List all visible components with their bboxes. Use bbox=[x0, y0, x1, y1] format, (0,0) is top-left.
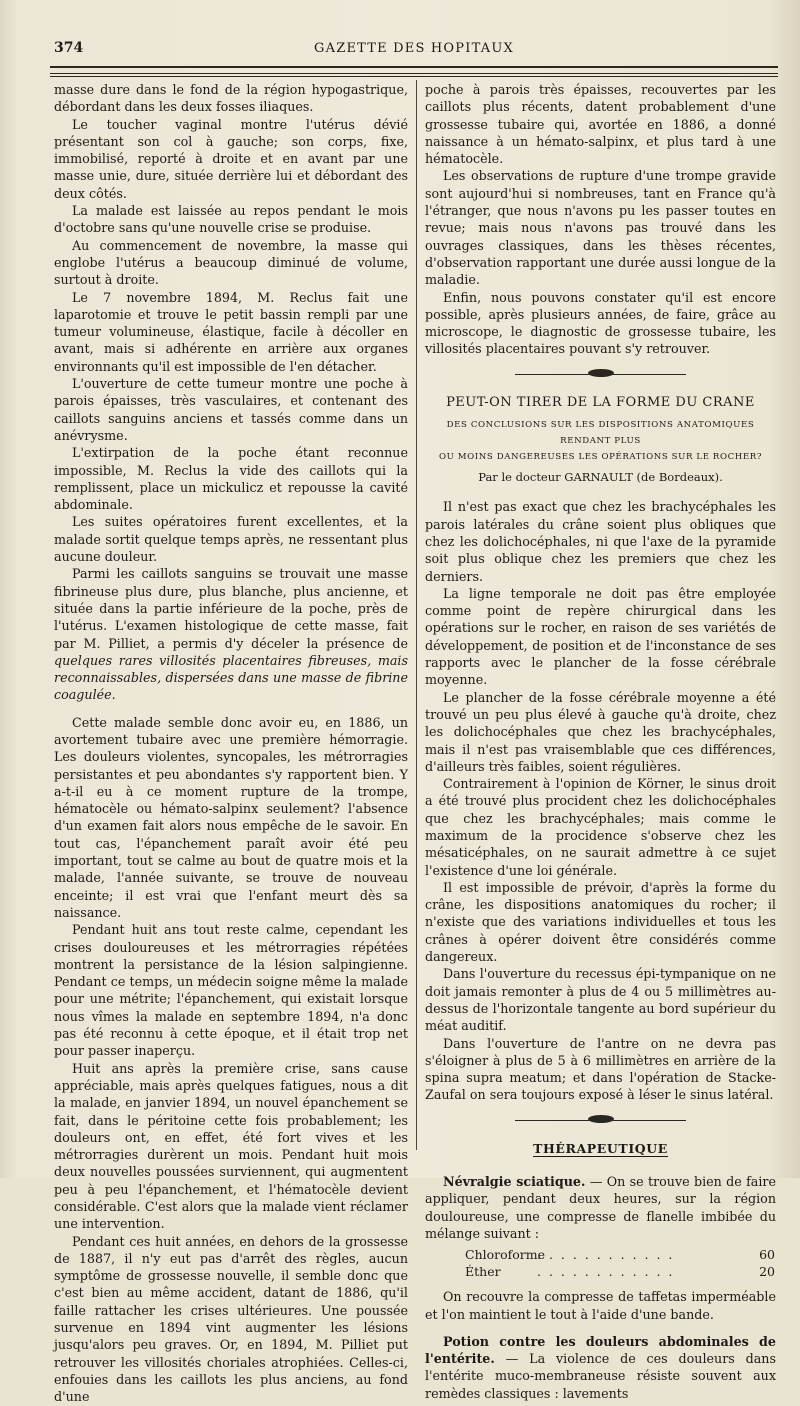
paragraph: La ligne temporale ne doit pas être employée comme point de repère chirurgical dans les opérations sur le rocher, en raison de ses variétés de développement, de position et de l'inconstance de ses rapports avec le plancher de la fosse cérébrale moyenne. bbox=[425, 585, 776, 688]
paragraph: poche à parois très épaisses, recouvertes par les caillots plus récents, datent probablement d'une grossesse tubaire qui, avortée en 1886, a donné naissance à un hémato-salpinx, et plus tard à une hématocèle. bbox=[425, 82, 776, 167]
remedy-paragraph bbox=[425, 1333, 776, 1402]
paragraph: Le 7 novembre 1894, M. Reclus fait une laparotomie et trouve le petit bassin rempli par une tumeur volumineuse, élastique, facile à décoller en avant, mais si adhérente en arrière aux organes environnants qu'il est impossible de l'en détacher. bbox=[54, 289, 408, 374]
paragraph: On recouvre la compresse de taffetas imperméable et l'on maintient le tout à l'aide d'une bande. bbox=[425, 1289, 776, 1322]
formula bbox=[425, 1246, 776, 1280]
paragraph: Dans l'ouverture de l'antre on ne devra pas s'éloigner à plus de 5 à 6 millimètres en arrière de la spina supra meatum; et dans l'opération de Stacke-Zaufal on sera toujours exposé à léser le sinus latéral. bbox=[425, 1035, 776, 1103]
header-rule bbox=[50, 66, 778, 74]
paragraph: masse dure dans le fond de la région hypogastrique, débordant dans les deux fosses iliaques. bbox=[54, 82, 408, 115]
paragraph: Dans l'ouverture du recessus épi-tympanique on ne doit jamais remonter à plus de 4 ou 5 millimètres au-dessus de l'horizontale tangente au bord supérieur du méat auditif. bbox=[425, 966, 776, 1034]
right-column bbox=[425, 81, 776, 1401]
page-header bbox=[48, 38, 780, 62]
remedy-title: Potion contre les douleurs abdominales de l'entérite. bbox=[425, 1333, 776, 1367]
article-subtitle-line-1: DES CONCLUSIONS SUR LES DISPOSITIONS ANATOMIQUES RENDANT PLUS bbox=[446, 420, 755, 447]
ingredient-name: Éther . . . bbox=[425, 1263, 725, 1280]
formula-row bbox=[425, 1246, 776, 1263]
paragraph-text: Parmi les caillots sanguins se trouvait une masse fibrineuse plus dure, plus blanche, plus ancienne, et située dans la partie inférieure de la poche, près de l'utérus. L'examen histologique de cette masse, fait par M. Pilliet, a permis d'y déceler la présence de bbox=[54, 566, 408, 651]
paragraph: Au commencement de novembre, la masse qui englobe l'utérus a beaucoup diminué de volume, surtout à droite. bbox=[54, 237, 408, 288]
paragraph: Pendant ces huit années, en dehors de la grossesse de 1887, il n'y eut pas d'arrêt des règles, aucun symptôme de grossesse nouvelle, il semble donc que c'est bien au même accident, datant de 1886, qu'il faille rattacher les crises ultérieures. Une poussée survenue en 1894 vint augmenter les lésions jusqu'alors peu graves. Or, en 1894, M. Pilliet put retrouver les villosités choriales atrophiées. Celles-ci, enfouies dans les caillots les plus anciens, au fond d'une bbox=[54, 1233, 408, 1405]
journal-title: GAZETTE DES HOPITAUX bbox=[314, 41, 514, 56]
header-rule-thin bbox=[50, 76, 778, 77]
paragraph: Il n'est pas exact que chez les brachycéphales les parois latérales du crâne soient plus obliques que chez les dolichocéphales, ni que l'axe de la pyramide soit plus oblique chez les premiers que chez les derniers. bbox=[425, 499, 776, 584]
paragraph: Pendant huit ans tout reste calme, cependant les crises douloureuses et les métrorragies répétées montrent la persistance de la lésion salpingienne. Pendant ce temps, un médecin soigne même la malade pour une métrite; l'épanchement, qui existait lorsque nous vîmes la malade en septembre 1894, n'a donc pas été reconnu à cette époque, et il était trop net pour passer inaperçu. bbox=[54, 922, 408, 1059]
separator-ornament bbox=[425, 1110, 776, 1130]
remedy-title: Névralgie sciatique. bbox=[443, 1174, 586, 1190]
paragraph: Le toucher vaginal montre l'utérus dévié présentant son col à gauche; son corps, fixe, immobilisé, reporté à droite et en avant par une masse unie, dure, située derrière lui et débordant des deux côtés. bbox=[54, 116, 408, 201]
paragraph-histology bbox=[54, 565, 408, 703]
ingredient-quantity: 20 bbox=[759, 1264, 775, 1280]
ingredient-quantity: 60 bbox=[759, 1247, 775, 1263]
separator-ornament bbox=[425, 364, 776, 384]
formula-row bbox=[425, 1263, 776, 1280]
paragraph: Contrairement à l'opinion de Körner, le sinus droit a été trouvé plus procident chez les dolichocéphales que chez les brachycéphales; mais comme le maximum de la procidence s'observe chez les mésaticéphales, on ne saurait admettre à ce sujet l'existence d'une loi générale. bbox=[425, 776, 776, 878]
paragraph: L'ouverture de cette tumeur montre une poche à parois épaisses, très vasculaires, et contenant des caillots sanguins anciens et tassés comme dans un anévrysme. bbox=[54, 376, 408, 443]
paragraph: Huit ans après la première crise, sans cause appréciable, mais après quelques fatigues, nous a dit la malade, en janvier 1894, un nouvel épanchement se fait, dans le péritoine cette fois probablement; les douleurs ont, en effet, été fort vives et les métrorragies durèrent un mois. Pendant huit mois deux nouvelles poussées surviennent, qui augmentent peu à peu l'épanchement, et l'hématocèle devient considérable. C'est alors que la malade vient réclamer une intervention. bbox=[54, 1060, 408, 1232]
page-number: 374 bbox=[54, 40, 84, 56]
paragraph: Il est impossible de prévoir, d'après la forme du crâne, les dispositions anatomiques du rocher; il n'existe que des variations individuelles et tous les crânes à opérer doivent être considérés comme dangereux. bbox=[425, 879, 776, 965]
paragraph: La malade est laissée au repos pendant le mois d'octobre sans qu'une nouvelle crise se produise. bbox=[54, 203, 408, 236]
ingredient-name: Chloroforme . . . bbox=[425, 1246, 725, 1263]
paragraph: L'extirpation de la poche étant reconnue impossible, M. Reclus la vide des caillots qui la remplissent, place un mickulicz et repousse la cavité abdominale. bbox=[54, 445, 408, 513]
section-title bbox=[425, 1140, 776, 1157]
paragraph: Les observations de rupture d'une trompe gravide sont aujourd'hui si nombreuses, tant en France qu'à l'étranger, que nous n'avons pu les passer toutes en revue; mais nous n'avons pas trouvé dans les ouvrages classiques, dans les thèses récentes, d'observation rapportant une durée aussi longue de la maladie. bbox=[425, 168, 776, 288]
paragraph: Enfin, nous pouvons constater qu'il est encore possible, après plusieurs années, de faire, grâce au microscope, le diagnostic de grossesse tubaire, les villosités placentaires pouvant s'y retrouver. bbox=[425, 289, 776, 357]
article-subtitle-line-2: OU MOINS DANGEREUSES LES OPÉRATIONS SUR LE ROCHER? bbox=[438, 452, 763, 463]
article-author: Par le docteur GARNAULT (de Bordeaux). bbox=[478, 470, 723, 485]
paragraph: Le plancher de la fosse cérébrale moyenne a été trouvé un peu plus élevé à gauche qu'à droite, chez les dolichocéphales que chez les brachycéphales, mais il n'est pas vraisemblable que ces différences, d'ailleurs très faibles, soient régulières. bbox=[425, 689, 776, 774]
left-column bbox=[54, 81, 408, 1405]
remedy-text: — La violence de ces douleurs dans l'entérite muco-membraneuse résiste souvent aux remèdes classiques : lavements bbox=[425, 1351, 776, 1401]
paragraph: Les suites opératoires furent excellentes, et la malade sortit quelque temps après, ne ressentant plus aucune douleur. bbox=[54, 514, 408, 565]
paragraph: Cette malade semble donc avoir eu, en 1886, un avortement tubaire avec une première hémorragie. Les douleurs violentes, syncopales, les métrorragies persistantes et peu abondantes s'y rapportent bien. Y a-t-il eu à ce moment rupture de la trompe, hématocèle ou hémato-salpinx seulement? l'absence d'un examen fait alors nous empêche de le savoir. En tout cas, l'épanchement paraît avoir été peu important, tout se calme au bout de quatre mois et la malade, l'année suivante, se trouve de nouveau enceinte; il est vrai que l'enfant meurt dès sa naissance. bbox=[54, 714, 408, 920]
section-title-text: THÉRAPEUTIQUE bbox=[533, 1140, 668, 1156]
remedy-text: — On se trouve bien de faire appliquer, pendant deux heures, sur la région douloureuse, une compresse de flanelle imbibée du mélange suivant : bbox=[425, 1174, 776, 1241]
remedy-paragraph bbox=[425, 1173, 776, 1242]
column-divider bbox=[416, 80, 417, 1150]
article-title: PEUT-ON TIRER DE LA FORME DU CRANE bbox=[446, 394, 755, 410]
italic-phrase: quelques rares villosités placentaires fibreuses, mais reconnaissables, dispersées dans une masse de fibrine coagulée. bbox=[54, 652, 408, 703]
